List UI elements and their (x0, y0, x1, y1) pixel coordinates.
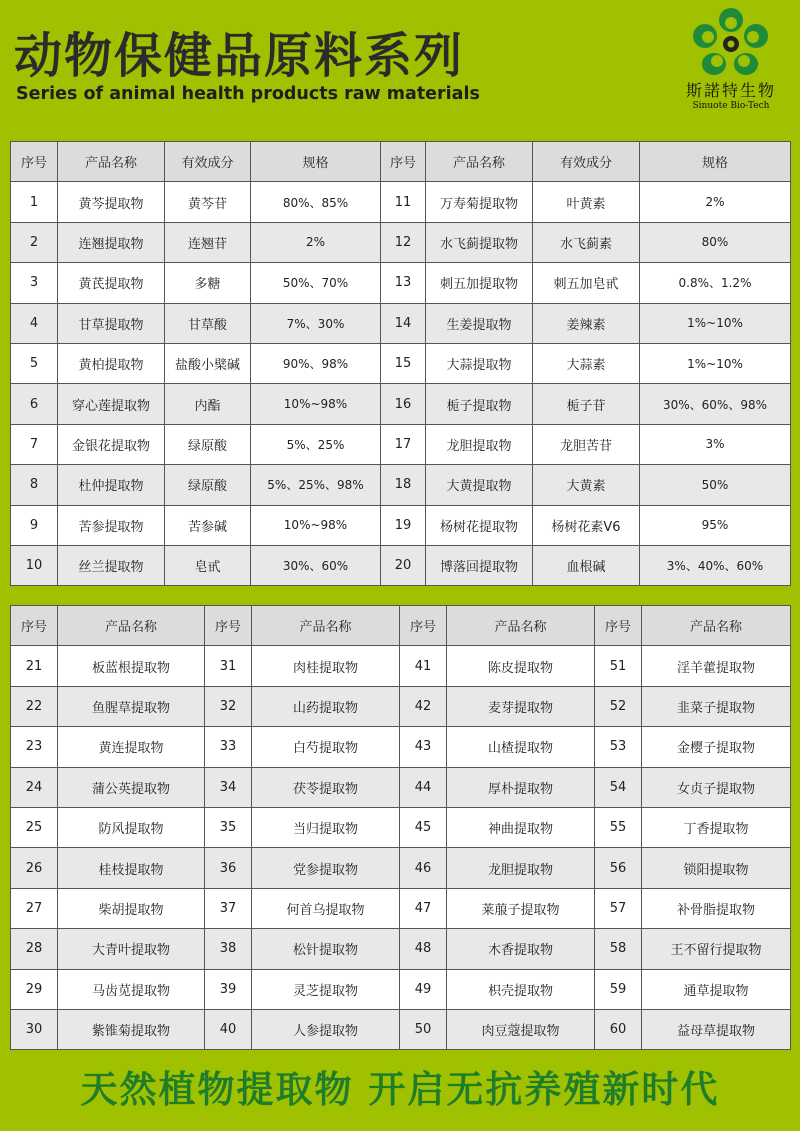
table-cell: 淫羊藿提取物 (642, 646, 791, 686)
table-cell: 大青叶提取物 (58, 929, 205, 969)
table-cell: 女贞子提取物 (642, 767, 791, 807)
table-cell: 30%、60% (251, 545, 381, 585)
table-cell: 16 (381, 384, 426, 424)
table-cell: 90%、98% (251, 343, 381, 383)
table-cell: 33 (205, 727, 252, 767)
table-cell: 48 (400, 929, 447, 969)
table-cell: 1%~10% (640, 303, 791, 343)
table-cell: 肉桂提取物 (252, 646, 400, 686)
table-cell: 3%、40%、60% (640, 545, 791, 585)
col-header: 有效成分 (533, 142, 640, 182)
table-cell: 姜辣素 (533, 303, 640, 343)
table-cell: 茯苓提取物 (252, 767, 400, 807)
table-cell: 31 (205, 646, 252, 686)
table-cell: 10%~98% (251, 505, 381, 545)
col-header: 产品名称 (58, 142, 165, 182)
table-cell: 38 (205, 929, 252, 969)
table-cell: 22 (11, 686, 58, 726)
table-row (11, 686, 791, 726)
table-cell: 大黄提取物 (426, 465, 533, 505)
flower-logo-icon (692, 6, 770, 76)
table-cell: 7%、30% (251, 303, 381, 343)
table-cell: 锁阳提取物 (642, 848, 791, 888)
table-cell: 肉豆蔻提取物 (447, 1009, 595, 1049)
table-cell: 莱菔子提取物 (447, 888, 595, 928)
table-cell: 35 (205, 807, 252, 847)
table-cell: 3% (640, 424, 791, 464)
table-cell: 栀子提取物 (426, 384, 533, 424)
col-header: 规格 (640, 142, 791, 182)
table-cell: 43 (400, 727, 447, 767)
table-cell: 0.8%、1.2% (640, 263, 791, 303)
table-cell: 鱼腥草提取物 (58, 686, 205, 726)
table-cell: 何首乌提取物 (252, 888, 400, 928)
table-cell: 补骨脂提取物 (642, 888, 791, 928)
table-cell: 42 (400, 686, 447, 726)
table-cell: 26 (11, 848, 58, 888)
table-cell: 白芍提取物 (252, 727, 400, 767)
table-row (11, 767, 791, 807)
company-name-en: Sinuote Bio-Tech (692, 101, 770, 111)
table-cell: 通草提取物 (642, 969, 791, 1009)
table-cell: 马齿苋提取物 (58, 969, 205, 1009)
table-cell: 当归提取物 (252, 807, 400, 847)
table-row (11, 465, 791, 505)
table-cell: 板蓝根提取物 (58, 646, 205, 686)
table-cell: 57 (595, 888, 642, 928)
table-cell: 万寿菊提取物 (426, 182, 533, 222)
col-header: 产品名称 (426, 142, 533, 182)
table-cell: 韭菜子提取物 (642, 686, 791, 726)
table-cell: 益母草提取物 (642, 1009, 791, 1049)
table-cell: 黄芪提取物 (58, 263, 165, 303)
table-cell: 柴胡提取物 (58, 888, 205, 928)
page-subtitle: Series of animal health products raw materials (16, 84, 480, 104)
table-cell: 金银花提取物 (58, 424, 165, 464)
table-cell: 23 (11, 727, 58, 767)
col-header: 序号 (400, 606, 447, 646)
table-cell: 党参提取物 (252, 848, 400, 888)
table-cell: 54 (595, 767, 642, 807)
table-cell: 杨树花提取物 (426, 505, 533, 545)
table-cell: 穿心莲提取物 (58, 384, 165, 424)
table-cell: 龙胆提取物 (426, 424, 533, 464)
table-cell: 山药提取物 (252, 686, 400, 726)
page-title: 动物保健品原料系列 (14, 28, 465, 84)
table-cell: 59 (595, 969, 642, 1009)
table-cell: 50%、70% (251, 263, 381, 303)
table-cell: 95% (640, 505, 791, 545)
table-cell: 58 (595, 929, 642, 969)
table-cell: 10 (11, 545, 58, 585)
table-cell: 21 (11, 646, 58, 686)
table-cell: 25 (11, 807, 58, 847)
table-cell: 金樱子提取物 (642, 727, 791, 767)
table-cell: 盐酸小檗碱 (165, 343, 251, 383)
table-row (11, 303, 791, 343)
table-cell: 2% (251, 222, 381, 262)
table-cell: 龙胆提取物 (447, 848, 595, 888)
table-cell: 9 (11, 505, 58, 545)
table-row (11, 424, 791, 464)
table-cell: 55 (595, 807, 642, 847)
table-row (11, 727, 791, 767)
table-cell: 大蒜素 (533, 343, 640, 383)
extracts-spec-table (10, 141, 791, 586)
table-cell: 黄连提取物 (58, 727, 205, 767)
table-cell: 41 (400, 646, 447, 686)
table-cell: 松针提取物 (252, 929, 400, 969)
table-cell: 3 (11, 263, 58, 303)
table-row (11, 1009, 791, 1049)
table-cell: 2% (640, 182, 791, 222)
table-cell: 30%、60%、98% (640, 384, 791, 424)
table-cell: 8 (11, 465, 58, 505)
table-cell: 37 (205, 888, 252, 928)
table-cell: 32 (205, 686, 252, 726)
table-cell: 甘草酸 (165, 303, 251, 343)
table-cell: 连翘苷 (165, 222, 251, 262)
col-header: 序号 (11, 606, 58, 646)
table-cell: 栀子苷 (533, 384, 640, 424)
table-cell: 山楂提取物 (447, 727, 595, 767)
table-cell: 桂枝提取物 (58, 848, 205, 888)
table-cell: 厚朴提取物 (447, 767, 595, 807)
table-cell: 51 (595, 646, 642, 686)
table-cell: 40 (205, 1009, 252, 1049)
footer-slogan: 天然植物提取物 开启无抗养殖新时代 (80, 1068, 720, 1111)
col-header: 规格 (251, 142, 381, 182)
table-row (11, 182, 791, 222)
table-cell: 陈皮提取物 (447, 646, 595, 686)
table-cell: 连翘提取物 (58, 222, 165, 262)
table-cell: 博落回提取物 (426, 545, 533, 585)
table-cell: 水飞蓟素 (533, 222, 640, 262)
table-row (11, 848, 791, 888)
table-cell: 多糖 (165, 263, 251, 303)
table-cell: 苦参提取物 (58, 505, 165, 545)
table-cell: 15 (381, 343, 426, 383)
table-cell: 80% (640, 222, 791, 262)
table-cell: 17 (381, 424, 426, 464)
table-cell: 7 (11, 424, 58, 464)
table-cell: 苦参碱 (165, 505, 251, 545)
table-cell: 神曲提取物 (447, 807, 595, 847)
table-cell: 39 (205, 969, 252, 1009)
table-row (11, 929, 791, 969)
col-header: 产品名称 (642, 606, 791, 646)
table-cell: 10%~98% (251, 384, 381, 424)
table-cell: 24 (11, 767, 58, 807)
table-cell: 黄芩提取物 (58, 182, 165, 222)
table-cell: 44 (400, 767, 447, 807)
table-row (11, 545, 791, 585)
table-cell: 绿原酸 (165, 465, 251, 505)
table-header-row (11, 606, 791, 646)
table-cell: 14 (381, 303, 426, 343)
table-cell: 80%、85% (251, 182, 381, 222)
table-cell: 5%、25%、98% (251, 465, 381, 505)
table-cell: 紫锥菊提取物 (58, 1009, 205, 1049)
col-header: 产品名称 (447, 606, 595, 646)
col-header: 产品名称 (58, 606, 205, 646)
table-cell: 52 (595, 686, 642, 726)
table-cell: 28 (11, 929, 58, 969)
table-cell: 56 (595, 848, 642, 888)
table-cell: 36 (205, 848, 252, 888)
table-cell: 18 (381, 465, 426, 505)
table-cell: 50 (400, 1009, 447, 1049)
table-cell: 木香提取物 (447, 929, 595, 969)
table-cell: 龙胆苦苷 (533, 424, 640, 464)
extracts-list-table (10, 605, 791, 1050)
table-cell: 60 (595, 1009, 642, 1049)
table-cell: 46 (400, 848, 447, 888)
table-cell: 人参提取物 (252, 1009, 400, 1049)
table-cell: 枳壳提取物 (447, 969, 595, 1009)
table-row (11, 384, 791, 424)
table-cell: 丝兰提取物 (58, 545, 165, 585)
table-cell: 5%、25% (251, 424, 381, 464)
table-cell: 刺五加皂甙 (533, 263, 640, 303)
table-cell: 大蒜提取物 (426, 343, 533, 383)
table-cell: 刺五加提取物 (426, 263, 533, 303)
table-cell: 杨树花素V6 (533, 505, 640, 545)
table-cell: 丁香提取物 (642, 807, 791, 847)
table-cell: 水飞蓟提取物 (426, 222, 533, 262)
table-cell: 灵芝提取物 (252, 969, 400, 1009)
table-cell: 1%~10% (640, 343, 791, 383)
table-cell: 2 (11, 222, 58, 262)
table-cell: 12 (381, 222, 426, 262)
table-row (11, 505, 791, 545)
table-cell: 防风提取物 (58, 807, 205, 847)
table-cell: 50% (640, 465, 791, 505)
table-cell: 叶黄素 (533, 182, 640, 222)
table-cell: 30 (11, 1009, 58, 1049)
table-cell: 绿原酸 (165, 424, 251, 464)
table-cell: 5 (11, 343, 58, 383)
table-cell: 杜仲提取物 (58, 465, 165, 505)
table-row (11, 888, 791, 928)
company-name-cn: 斯諾特生物 (685, 81, 776, 100)
table-cell: 王不留行提取物 (642, 929, 791, 969)
table-cell: 34 (205, 767, 252, 807)
table-cell: 6 (11, 384, 58, 424)
table-row (11, 969, 791, 1009)
col-header: 产品名称 (252, 606, 400, 646)
company-logo (672, 6, 790, 124)
table-cell: 53 (595, 727, 642, 767)
table-cell: 47 (400, 888, 447, 928)
table-cell: 黄芩苷 (165, 182, 251, 222)
table-cell: 血根碱 (533, 545, 640, 585)
table-cell: 黄柏提取物 (58, 343, 165, 383)
table-cell: 内酯 (165, 384, 251, 424)
col-header: 序号 (11, 142, 58, 182)
table-cell: 45 (400, 807, 447, 847)
col-header: 序号 (595, 606, 642, 646)
table-cell: 20 (381, 545, 426, 585)
table-cell: 1 (11, 182, 58, 222)
table-cell: 大黄素 (533, 465, 640, 505)
col-header: 序号 (205, 606, 252, 646)
table-cell: 麦芽提取物 (447, 686, 595, 726)
table-cell: 29 (11, 969, 58, 1009)
table-row (11, 343, 791, 383)
table-row (11, 807, 791, 847)
table-row (11, 222, 791, 262)
table-header-row (11, 142, 791, 182)
table-cell: 49 (400, 969, 447, 1009)
table-cell: 蒲公英提取物 (58, 767, 205, 807)
table-cell: 甘草提取物 (58, 303, 165, 343)
table-cell: 皂甙 (165, 545, 251, 585)
col-header: 序号 (381, 142, 426, 182)
table-cell: 4 (11, 303, 58, 343)
table-row (11, 646, 791, 686)
table-cell: 27 (11, 888, 58, 928)
table-cell: 13 (381, 263, 426, 303)
col-header: 有效成分 (165, 142, 251, 182)
table-cell: 11 (381, 182, 426, 222)
table-row (11, 263, 791, 303)
table-cell: 生姜提取物 (426, 303, 533, 343)
table-cell: 19 (381, 505, 426, 545)
